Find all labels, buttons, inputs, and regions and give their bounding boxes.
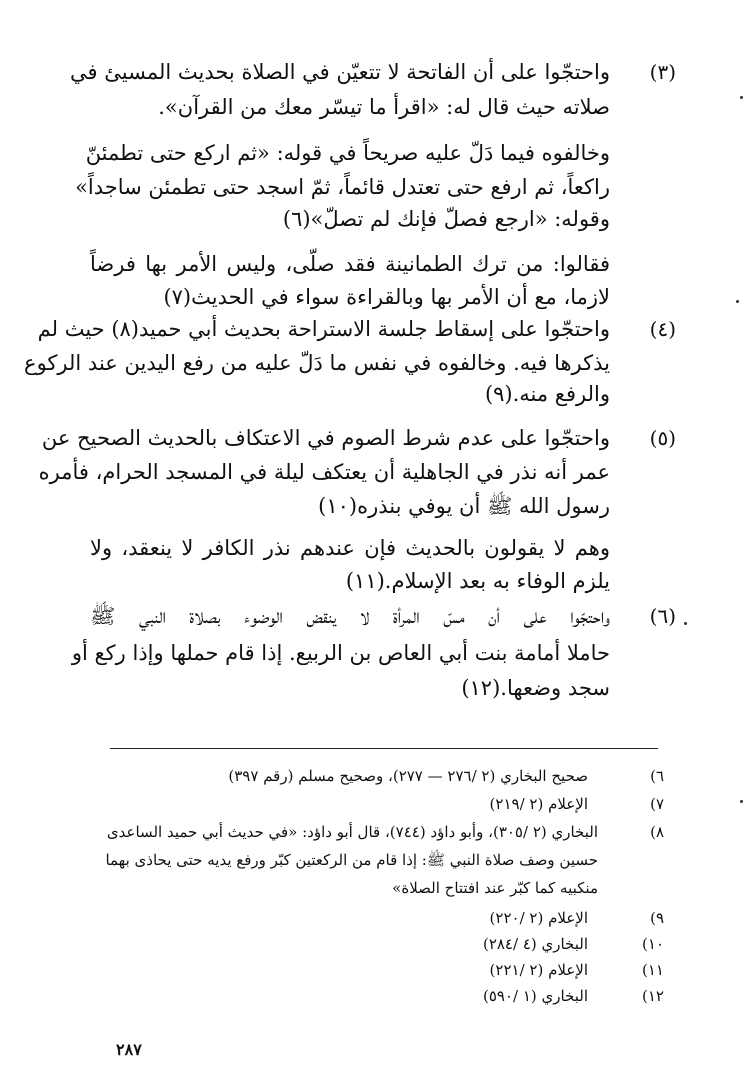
text-line: يذكرها فيه. وخالفوه في نفس ما دَلّ عليه من رفع اليدين عند الركوع <box>24 351 610 375</box>
footnote-line: الإعلام (٢ /٢٢١) <box>489 961 588 979</box>
text-line: حاملا أمامة بنت أبي العاص بن الربيع. إذا قام حملها وإذا ركع أو <box>71 641 610 665</box>
scan-speck <box>684 622 687 625</box>
page-number: ٢٨٧ <box>116 1040 142 1059</box>
text-line: واحتجّوا على عدم شرط الصوم في الاعتكاف بالحديث الصحيح عن <box>41 426 610 450</box>
text-line: واحتجّوا على إسقاط جلسة الاستراحة بحديث أبي حميد(٨) حيث لم <box>37 317 610 341</box>
text-line: واحتجّوا على أن مسّ المرأة لا ينقض الوضوء بصلاة النبي ﷺ <box>90 604 610 628</box>
footnote-number: ١١) <box>642 961 664 979</box>
item-number: (٤) <box>649 317 676 341</box>
footnote-line: البخاري (٤ /٢٨٤) <box>482 935 588 953</box>
scan-speck <box>740 800 743 803</box>
text-line: وقوله: «ارجع فصلّ فإنك لم تصلّ»(٦) <box>282 207 610 231</box>
footnote-line: البخاري (٢ /٣٠٥)، وأبو داؤد (٧٤٤)، قال أبو داؤد: «في حديث أبي حميد الساعدى <box>106 823 598 841</box>
footnote-number: ١٢) <box>642 987 664 1005</box>
text-line: عمر أنه نذر في الجاهلية أن يعتكف ليلة في المسجد الحرام، فأمره <box>38 460 610 484</box>
text-line: والرفع منه.(٩) <box>484 382 610 406</box>
scan-speck <box>740 96 743 99</box>
footnote-line: منكبيه كما كبّر عند افتتاح الصلاة» <box>392 879 598 897</box>
footnote-line: حسين وصف صلاة النبي ﷺ: إذا قام من الركعتين كبّر ورفع يديه حتى يحاذى بهما <box>105 851 598 869</box>
item-number: (٣) <box>649 60 676 84</box>
footnote-number: ٦) <box>650 767 664 785</box>
text-line: راكعاً، ثم ارفع حتى تعتدل قائماً، ثمّ اسجد حتى تطمئن ساجداً» <box>75 175 610 199</box>
footnote-number: ١٠) <box>642 935 664 953</box>
footnote-number: ٨) <box>650 823 664 841</box>
text-line: يلزم الوفاء به بعد الإسلام.(١١) <box>345 569 610 593</box>
footnote-number: ٧) <box>650 795 664 813</box>
text-line: سجد وضعها.(١٢) <box>461 676 610 700</box>
text-line: واحتجّوا على أن الفاتحة لا تتعيّن في الصلاة بحديث المسيئ في <box>70 60 610 84</box>
footnote-line: الإعلام (٢ /٢١٩) <box>489 795 588 813</box>
item-number: (٦) <box>649 604 676 628</box>
footnote-number: ٩) <box>650 909 664 927</box>
footnote-line: الإعلام (٢ /٢٢٠) <box>489 909 588 927</box>
text-line: لازما، مع أن الأمر بها وبالقراءة سواء في الحديث(٧) <box>163 285 610 309</box>
text-line: رسول الله ﷺ أن يوفي بنذره(١٠) <box>318 494 610 518</box>
scan-speck <box>736 300 739 303</box>
text-line: وهم لا يقولون بالحديث فإن عندهم نذر الكافر لا ينعقد، ولا <box>90 536 610 560</box>
footnote-line: البخاري (١ /٥٩٠) <box>482 987 588 1005</box>
footnote-line: صحيح البخاري (٢ /٢٧٦ — ٢٧٧)، وصحيح مسلم (رقم ٣٩٧) <box>228 767 588 785</box>
footnote-separator <box>110 748 658 749</box>
text-line: فقالوا: من ترك الطمانينة فقد صلّى، وليس الأمر بها فرضاً <box>90 252 610 276</box>
text-line: صلاته حيث قال له: «اقرأ ما تيسّر معك من القرآن». <box>158 95 610 119</box>
item-number: (٥) <box>649 426 676 450</box>
text-line: وخالفوه فيما دَلّ عليه صريحاً في قوله: «ثم اركع حتى تطمئنّ <box>85 141 610 165</box>
